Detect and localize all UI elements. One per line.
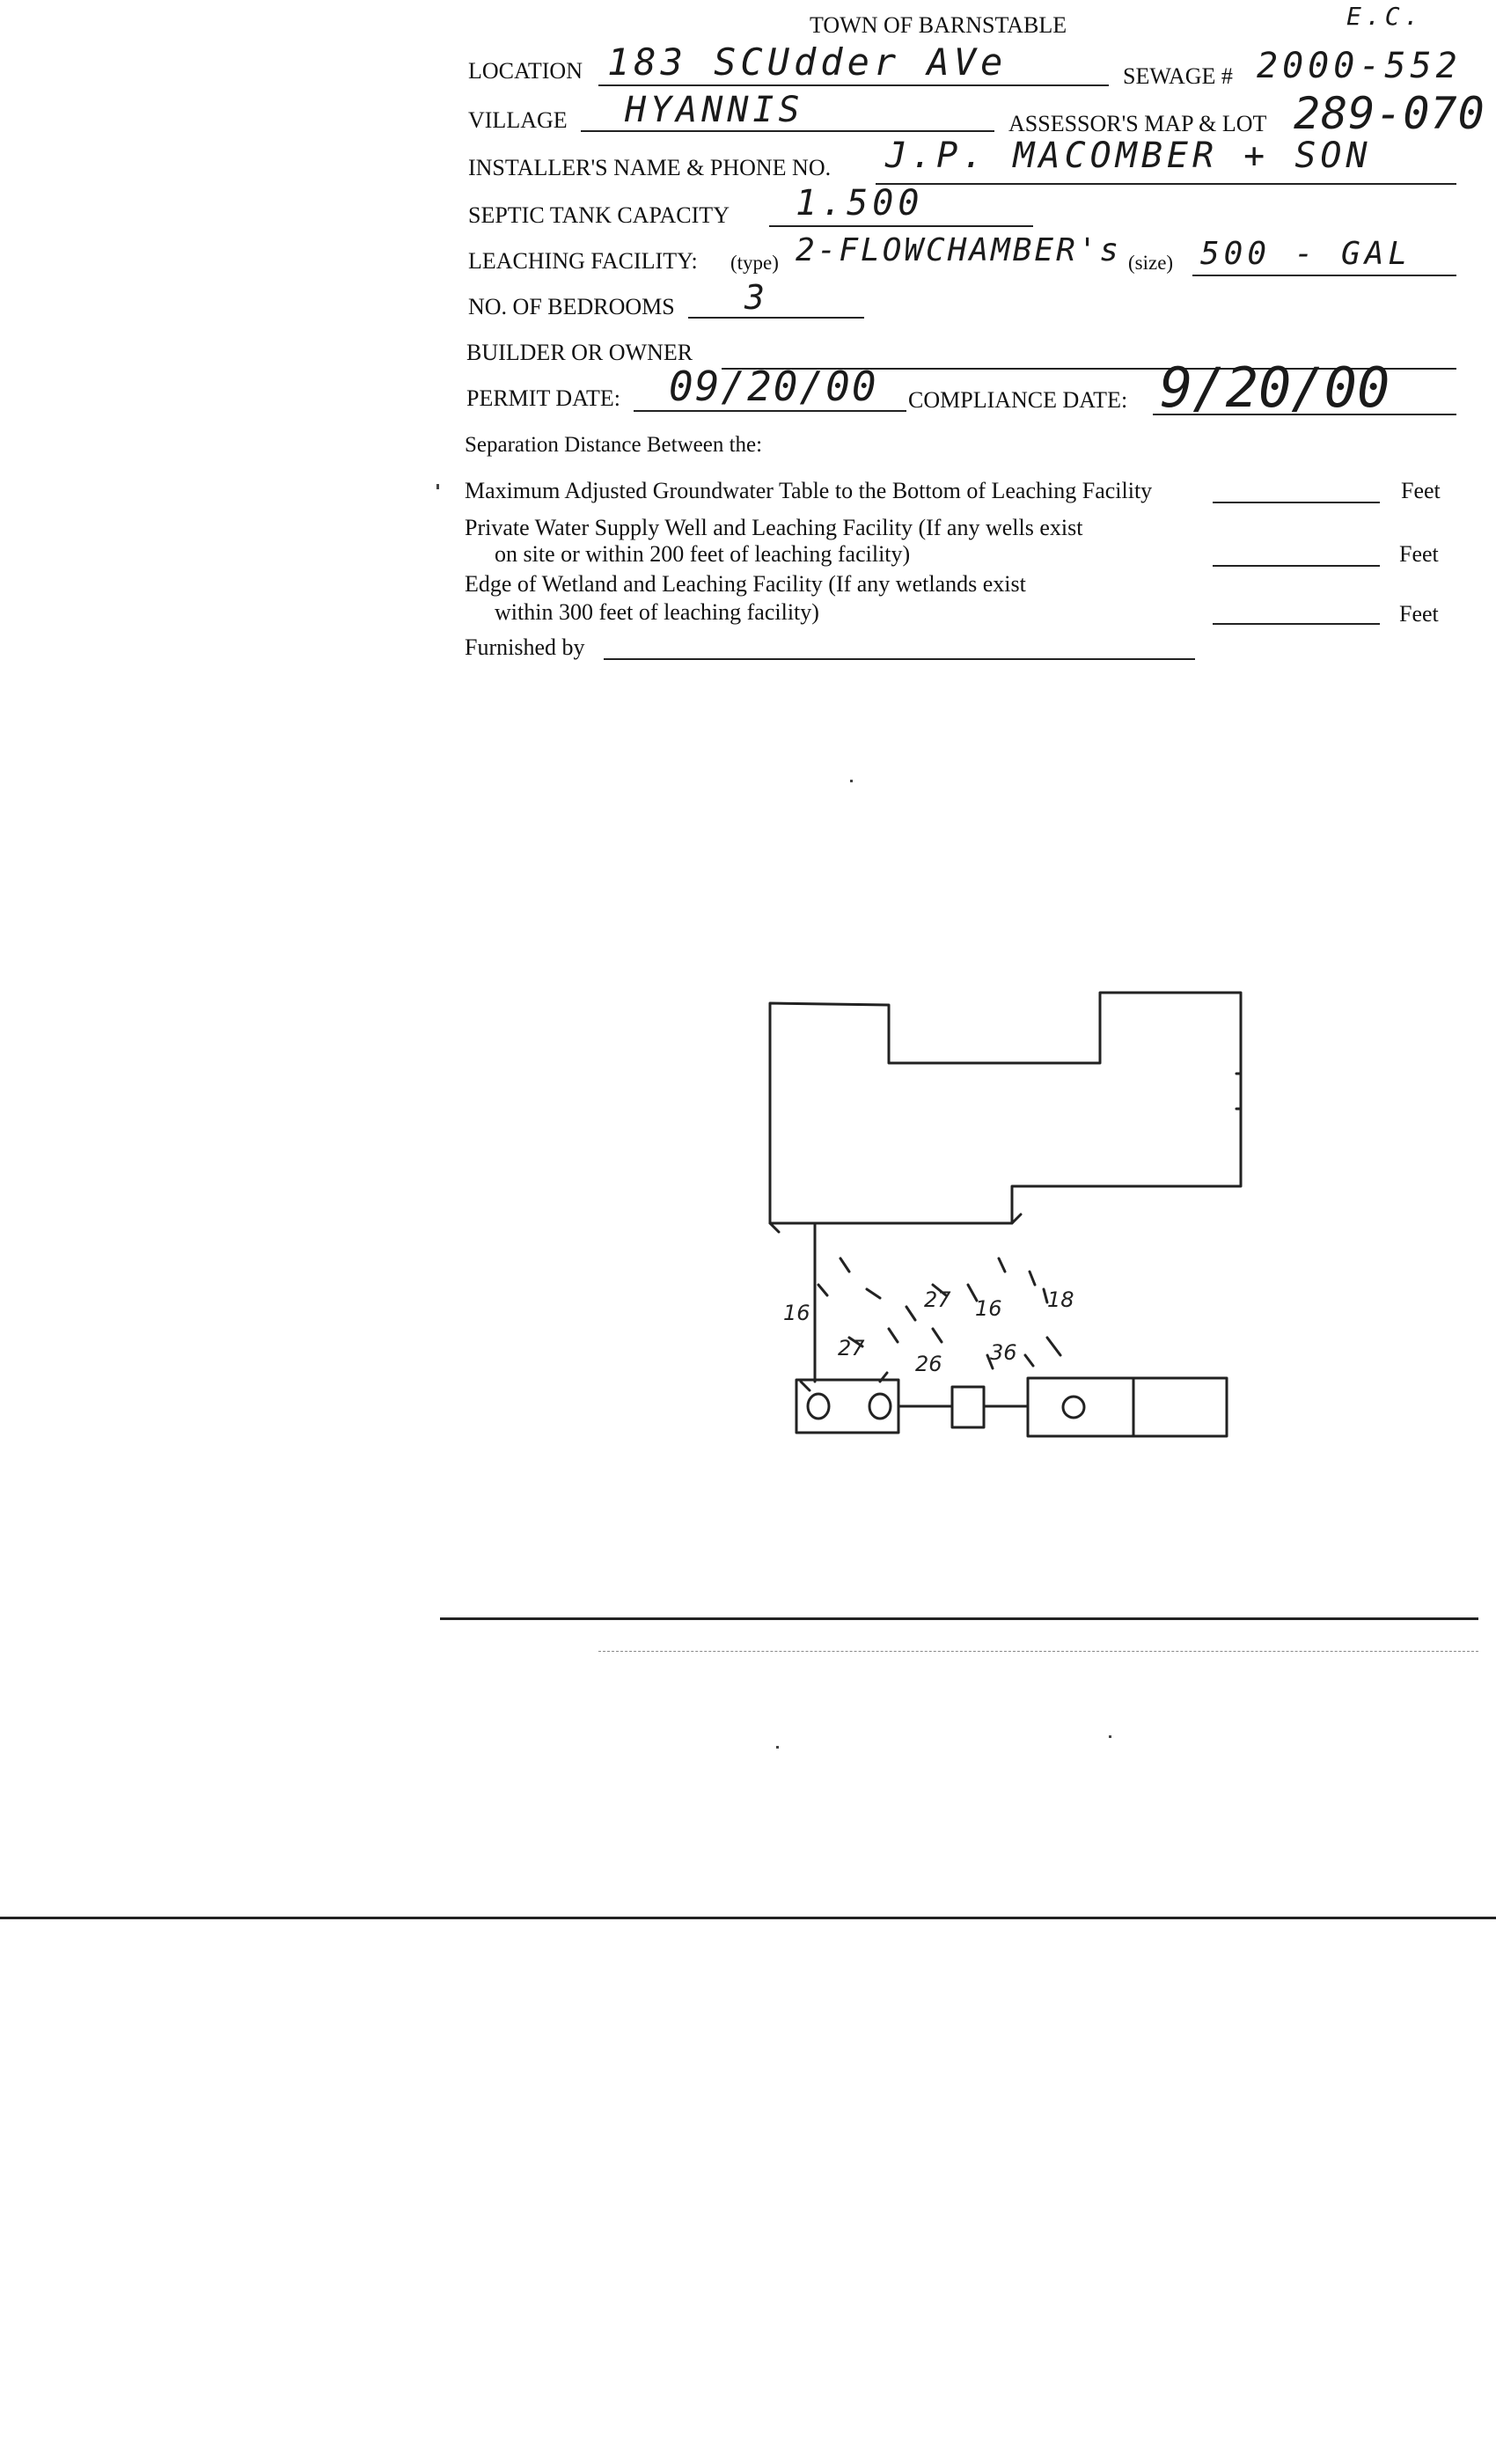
scan-speck — [776, 1746, 779, 1749]
compliance-value: 9/20/00 — [1160, 356, 1390, 420]
tank-outlet-cover — [869, 1394, 891, 1419]
village-value: HYANNIS — [625, 90, 804, 130]
form-title: TOWN OF BARNSTABLE — [810, 12, 1067, 38]
leaching-size-value: 500 - GAL — [1200, 236, 1412, 272]
lower-rule — [440, 1617, 1478, 1620]
chamber-cover — [1063, 1397, 1084, 1418]
bedrooms-label: NO. OF BEDROOMS — [468, 294, 675, 319]
sewage-value: 2000-552 — [1257, 46, 1462, 86]
separation-row-3-line2: within 300 feet of leaching facility) — [495, 599, 819, 625]
sketch-label-7: 18 — [1047, 1287, 1074, 1312]
separation-row-2-line1: Private Water Supply Well and Leaching Facility (If any wells exist — [465, 515, 1083, 540]
scan-speck — [850, 780, 853, 782]
leaching-type-label: (type) — [730, 252, 779, 274]
lower-dashed-rule — [598, 1651, 1478, 1652]
builder-label: BUILDER OR OWNER — [466, 340, 693, 365]
tank-inlet-cover — [808, 1394, 829, 1419]
distribution-box — [952, 1387, 984, 1427]
separation-row-1-underline — [1213, 502, 1380, 503]
furnished-label: Furnished by — [465, 634, 585, 660]
corner-note: E.C. — [1346, 2, 1424, 31]
house-outline — [770, 993, 1241, 1223]
sketch-label-6: 16 — [975, 1296, 1002, 1321]
sketch-label-5: 36 — [990, 1340, 1017, 1365]
village-label: VILLAGE — [468, 107, 568, 133]
assessor-label: ASSESSOR'S MAP & LOT — [1008, 111, 1267, 136]
permit-underline — [634, 410, 906, 412]
septic-label: SEPTIC TANK CAPACITY — [468, 202, 730, 228]
separation-heading: Separation Distance Between the: — [465, 433, 763, 457]
assessor-value: 289-070 — [1294, 88, 1485, 139]
leaching-type-value: 2-FLOWCHAMBER's — [796, 232, 1122, 268]
permit-label: PERMIT DATE: — [466, 385, 621, 411]
leaching-chamber-2 — [1133, 1378, 1227, 1436]
separation-row-3-line1: Edge of Wetland and Leaching Facility (If any wetlands exist — [465, 571, 1026, 597]
septic-tank — [796, 1380, 898, 1433]
separation-row-3-unit: Feet — [1399, 601, 1439, 627]
sewage-label: SEWAGE # — [1123, 63, 1233, 89]
furnished-underline — [604, 658, 1195, 660]
bedrooms-value: 3 — [744, 278, 769, 317]
location-label: LOCATION — [468, 58, 583, 84]
sketch-label-2: 27 — [838, 1336, 865, 1360]
installer-underline — [876, 183, 1456, 185]
page-bottom-rule — [0, 1917, 1496, 1919]
leaching-label: LEACHING FACILITY: — [468, 248, 698, 274]
house-bump — [1236, 1074, 1241, 1109]
leaching-chamber-1 — [1028, 1378, 1133, 1436]
leaching-size-label: (size) — [1128, 252, 1174, 274]
location-underline — [598, 84, 1109, 86]
scan-speck — [436, 484, 439, 489]
sketch-label-1: 16 — [783, 1301, 810, 1325]
separation-row-2-unit: Feet — [1399, 541, 1439, 567]
scan-speck — [1109, 1735, 1111, 1738]
leaching-size-underline — [1192, 275, 1456, 276]
separation-row-1-unit: Feet — [1401, 478, 1441, 503]
site-sketch — [757, 968, 1250, 1461]
separation-row-2-line2: on site or within 200 feet of leaching facility) — [495, 541, 911, 567]
village-underline — [581, 130, 994, 132]
permit-value: 09/20/00 — [669, 363, 878, 410]
sketch-label-3: 27 — [924, 1287, 951, 1312]
separation-row-2-underline — [1213, 565, 1380, 567]
septic-value: 1.500 — [796, 183, 924, 224]
separation-row-3-underline — [1213, 623, 1380, 625]
compliance-label: COMPLIANCE DATE: — [908, 387, 1128, 413]
bedrooms-underline — [688, 317, 864, 319]
location-value: 183 SCUdder AVe — [607, 40, 1008, 84]
sketch-label-4: 26 — [915, 1352, 942, 1376]
installer-value: J.P. MACOMBER + SON — [885, 136, 1372, 176]
septic-underline — [769, 225, 1033, 227]
installer-label: INSTALLER'S NAME & PHONE NO. — [468, 155, 832, 180]
separation-row-1-line1: Maximum Adjusted Groundwater Table to the Bottom of Leaching Facility — [465, 478, 1153, 503]
compliance-underline — [1153, 414, 1456, 415]
